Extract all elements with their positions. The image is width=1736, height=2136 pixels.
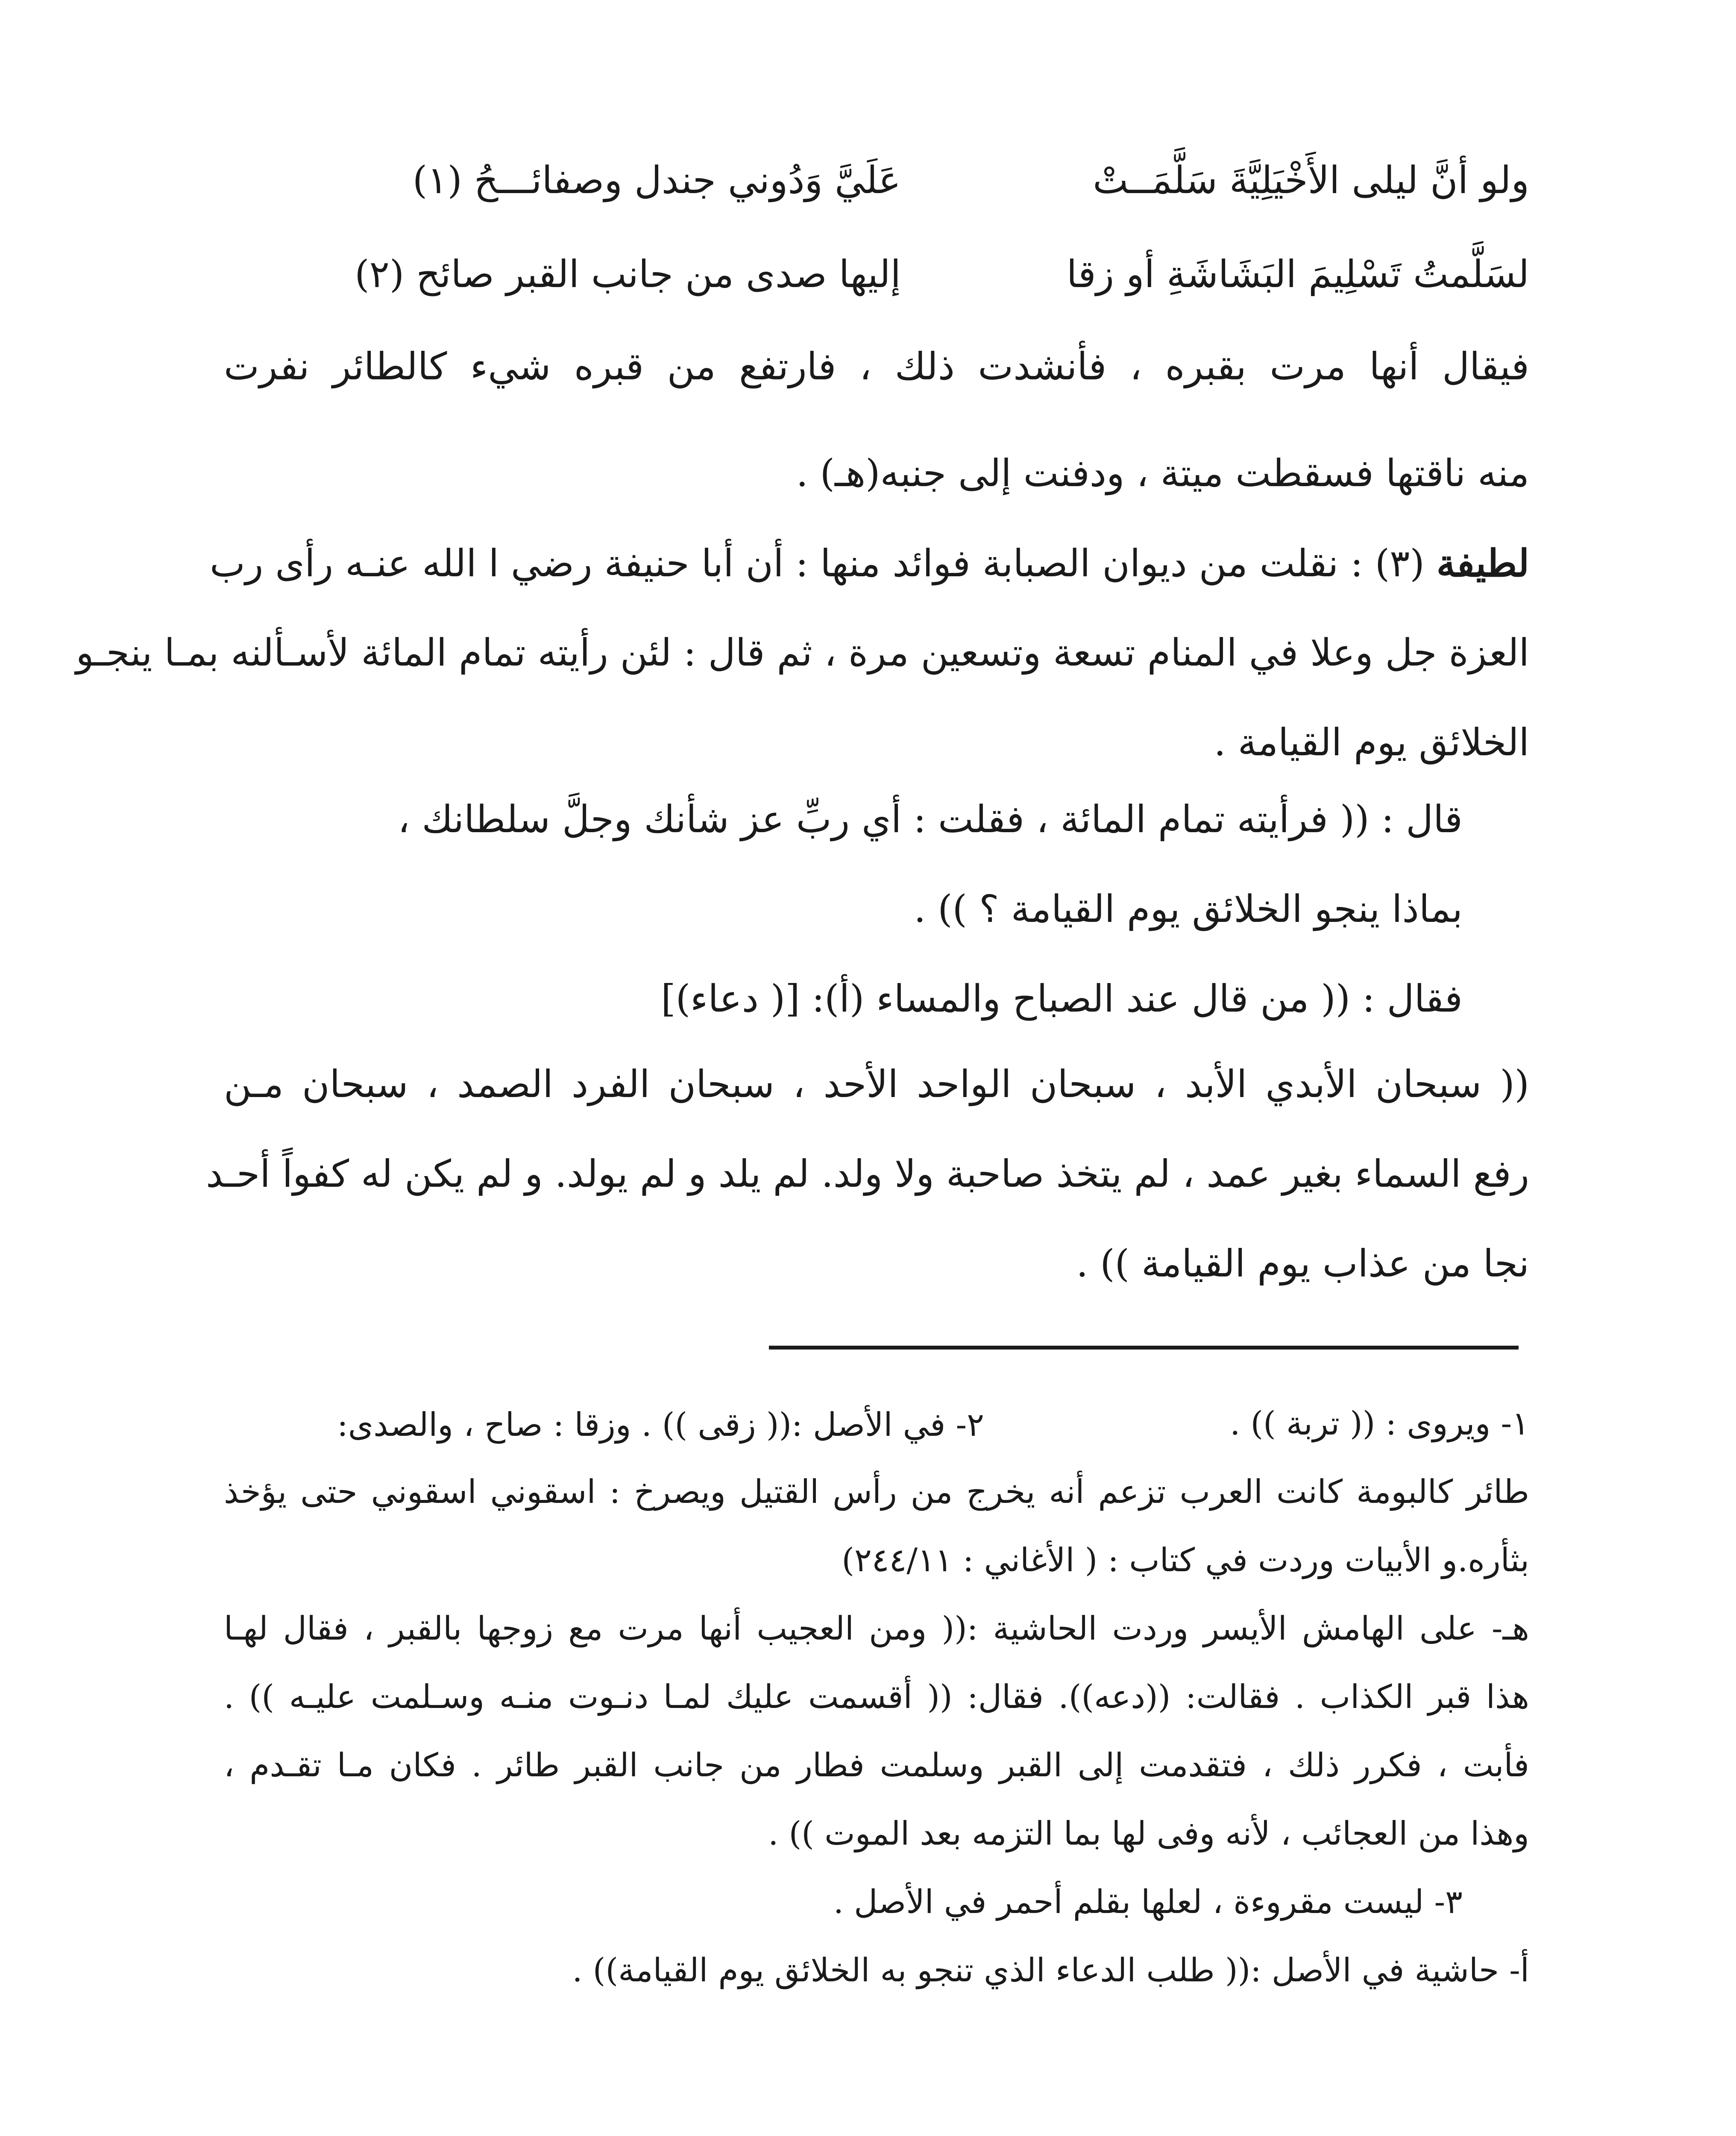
prayer-line-2: رفع السماء بغير عمد ، لم يتخذ صاحبة ولا ولد. لم يلد و لم يولد. و لم يكن له كفواً أحـد bbox=[205, 1152, 1529, 1196]
footnote-h-line-2: هذا قبر الكذاب . فقالت: ((دعه)). فقال: (( أقسمت عليك لمـا دنـوت منـه وسـلمت عليـه )) . bbox=[224, 1678, 1529, 1716]
footnote-2: ٢- في الأصل :(( زقى )) . وزقا : صاح ، والصدى: bbox=[337, 1405, 984, 1444]
dialogue-line-1: قال : (( فرأيته تمام المائة ، فقلت : أي ربِّ عز شأنك وجلَّ سلطانك ، bbox=[398, 797, 1463, 841]
footnote-3: ٣- ليست مقروءة ، لعلها بقلم أحمر في الأصل . bbox=[833, 1883, 1463, 1921]
verse-1-first-hemistich: ولو أنَّ ليلى الأَخْيَلِيَّةَ سَلَّمَــتْ bbox=[1093, 158, 1529, 202]
verse-2-first-hemistich: لسَلَّمتُ تَسْلِيمَ البَشَاشَةِ أو زقا bbox=[1066, 252, 1529, 296]
footnote-2-continued-2: بثأره.و الأبيات وردت في كتاب : ( الأغاني : ٢٤٤/١١) bbox=[842, 1541, 1529, 1579]
footnote-h-line-1: هـ- على الهامش الأيسر وردت الحاشية :(( ومن العجيب أنها مرت مع زوجها بالقبر ، فقال لهـا bbox=[224, 1609, 1529, 1647]
dialogue-line-3: فقال : (( من قال عند الصباح والمساء (أ): [( دعاء)] bbox=[661, 977, 1463, 1021]
footnote-h-line-3: فأبت ، فكرر ذلك ، فتقدمت إلى القبر وسلمت فطار من جانب القبر طائر . فكان مـا تقـدم ، bbox=[224, 1746, 1530, 1784]
footnote-separator bbox=[769, 1346, 1519, 1350]
latifa-line-3: الخلائق يوم القيامة . bbox=[1214, 720, 1529, 764]
prayer-line-3: نجا من عذاب يوم القيامة )) . bbox=[1076, 1241, 1529, 1285]
latifa-heading: لطيفة bbox=[1436, 541, 1529, 585]
latifa-line-2: العزة جل وعلا في المنام تسعة وتسعين مرة ، ثم قال : لئن رأيته تمام المائة لأسـألنه بمـا ينجـو bbox=[76, 631, 1529, 675]
verse-1-second-hemistich: عَلَيَّ وَدُوني جندل وصفائـــحُ (١) bbox=[412, 158, 901, 202]
story-line-1: فيقال أنها مرت بقبره ، فأنشدت ذلك ، فارتفع من قبره شيء كالطائر نفرت bbox=[224, 344, 1529, 388]
footnote-h-line-4: وهذا من العجائب ، لأنه وفى لها بما التزمه بعد الموت )) . bbox=[768, 1814, 1529, 1852]
footnote-a: أ- حاشية في الأصل :(( طلب الدعاء الذي تنجو به الخلائق يوم القيامة)) . bbox=[572, 1951, 1529, 1989]
latifa-line-1 bbox=[209, 541, 1529, 585]
story-line-2: منه ناقتها فسقطت ميتة ، ودفنت إلى جنبه(هـ) . bbox=[796, 451, 1529, 495]
footnote-2-continued-1: طائر كالبومة كانت العرب تزعم أنه يخرج من رأس القتيل ويصرخ : اسقوني اسقوني حتى يؤخذ bbox=[224, 1473, 1529, 1511]
dialogue-line-2: بماذا ينجو الخلائق يوم القيامة ؟ )) . bbox=[914, 887, 1463, 931]
footnote-1: ١- ويروى : (( تربة )) . bbox=[1230, 1404, 1529, 1442]
prayer-line-1: (( سبحان الأبدي الأبد ، سبحان الواحد الأحد ، سبحان الفرد الصمد ، سبحان مـن bbox=[224, 1062, 1529, 1106]
verse-2-second-hemistich: إليها صدى من جانب القبر صائح (٢) bbox=[355, 252, 901, 296]
latifa-line-1-text: (٣) : نقلت من ديوان الصبابة فوائد منها : أن أبا حنيفة رضي ا الله عنـه رأى رب bbox=[209, 541, 1437, 585]
